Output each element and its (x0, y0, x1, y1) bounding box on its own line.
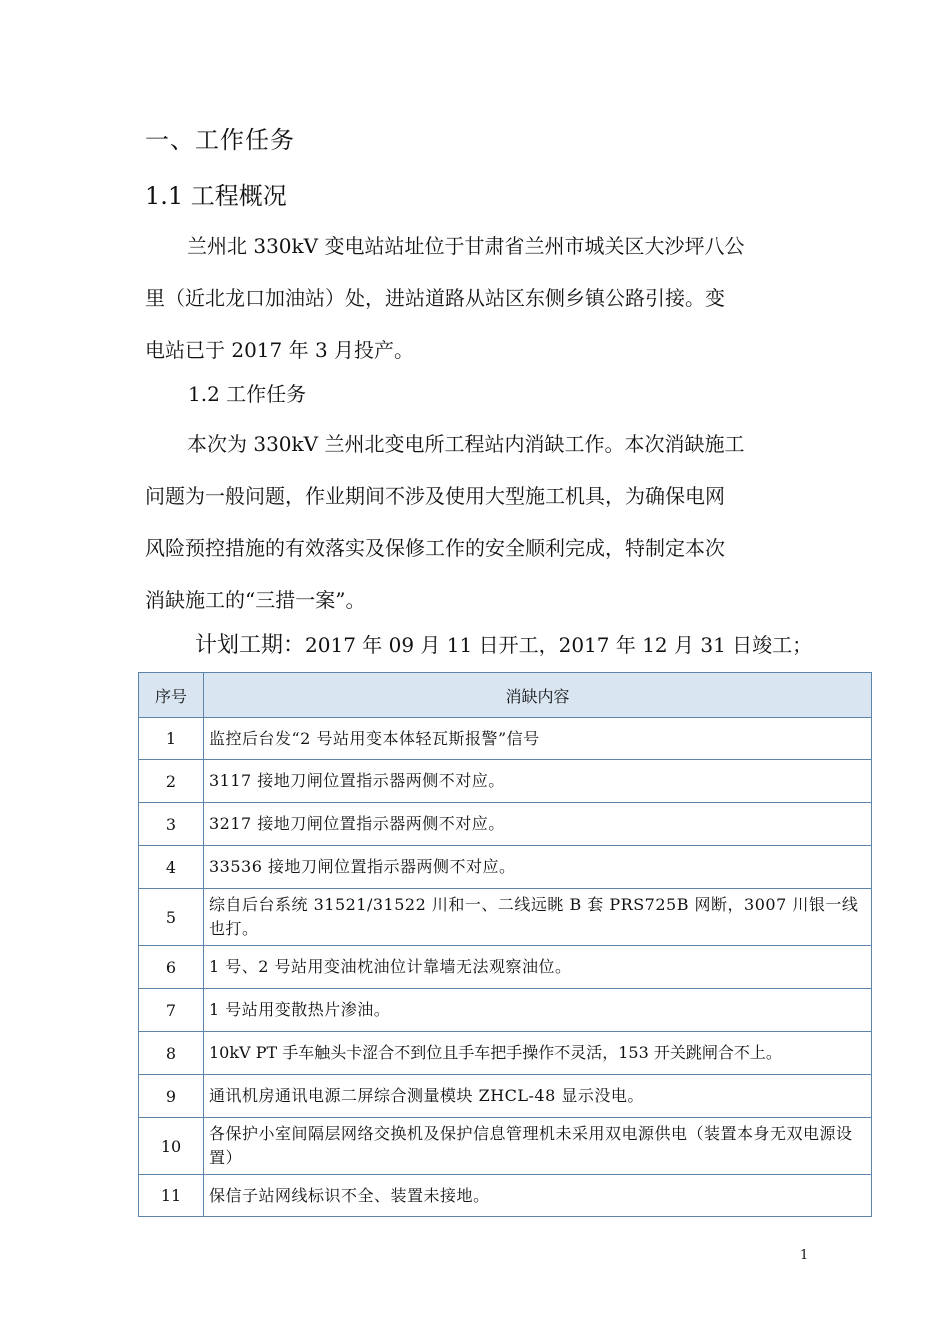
overview-paragraph (145, 220, 805, 376)
row-content: 3117 接地刀闸位置指示器两侧不对应。 (204, 760, 872, 803)
defects-table (138, 672, 872, 1217)
table-row (139, 718, 872, 760)
row-number: 7 (139, 989, 204, 1032)
header-number: 序号 (139, 673, 204, 718)
table-row (139, 760, 872, 803)
table-row (139, 1032, 872, 1075)
task-paragraph (145, 418, 805, 626)
row-content: 保信子站网线标识不全、装置未接地。 (204, 1175, 872, 1217)
row-number: 5 (139, 889, 204, 946)
row-content: 综自后台系统 31521/31522 川和一、二线远眺 B 套 PRS725B 网断，3007 川银一线也打。 (204, 889, 872, 946)
table-row (139, 1118, 872, 1175)
row-number: 2 (139, 760, 204, 803)
page-number: 1 (800, 1248, 809, 1263)
table-row (139, 1075, 872, 1118)
row-content: 1 号、2 号站用变油枕油位计靠墙无法观察油位。 (204, 946, 872, 989)
table-row (139, 989, 872, 1032)
task-line-2: 问题为一般问题，作业期间不涉及使用大型施工机具，为确保电网 (145, 484, 725, 508)
table-row (139, 846, 872, 889)
row-number: 9 (139, 1075, 204, 1118)
row-number: 11 (139, 1175, 204, 1217)
table-row (139, 889, 872, 946)
header-content: 消缺内容 (204, 673, 872, 718)
row-content: 监控后台发“2 号站用变本体轻瓦斯报警”信号 (204, 718, 872, 760)
table-header-row (139, 673, 872, 718)
row-number: 3 (139, 803, 204, 846)
row-content: 通讯机房通讯电源二屏综合测量模块 ZHCL-48 显示没电。 (204, 1075, 872, 1118)
subsection-title-overview: 1.1 工程概况 (145, 182, 287, 210)
row-content: 各保护小室间隔层网络交换机及保护信息管理机未采用双电源供电（装置本身无双电源设置） (204, 1118, 872, 1175)
subsection-title-tasks: 1.2 工作任务 (188, 382, 307, 406)
overview-line-3: 电站已于 2017 年 3 月投产。 (145, 338, 415, 362)
overview-line-2: 里（近北龙口加油站）处，进站道路从站区东侧乡镇公路引接。变 (145, 286, 725, 310)
row-number: 4 (139, 846, 204, 889)
row-content: 1 号站用变散热片渗油。 (204, 989, 872, 1032)
schedule-text: 2017 年 09 月 11 日开工，2017 年 12 月 31 日竣工； (305, 633, 813, 657)
table-row (139, 1175, 872, 1217)
row-content: 3217 接地刀闸位置指示器两侧不对应。 (204, 803, 872, 846)
row-content: 10kV PT 手车触头卡涩合不到位且手车把手操作不灵活，153 开关跳闸合不上。 (204, 1032, 872, 1075)
schedule-line (195, 628, 812, 659)
row-number: 1 (139, 718, 204, 760)
overview-line-1: 兰州北 330kV 变电站站址位于甘肃省兰州市城关区大沙坪八公 (187, 234, 745, 258)
task-line-1: 本次为 330kV 兰州北变电所工程站内消缺工作。本次消缺施工 (187, 432, 745, 456)
row-number: 8 (139, 1032, 204, 1075)
row-number: 6 (139, 946, 204, 989)
table-row (139, 946, 872, 989)
row-content: 33536 接地刀闸位置指示器两侧不对应。 (204, 846, 872, 889)
task-line-4: 消缺施工的“三措一案”。 (145, 588, 366, 612)
task-line-3: 风险预控措施的有效落实及保修工作的安全顺利完成，特制定本次 (145, 536, 725, 560)
schedule-label: 计划工期： (195, 633, 306, 658)
table-row (139, 803, 872, 846)
section-title: 一、工作任务 (145, 126, 295, 154)
row-number: 10 (139, 1118, 204, 1175)
